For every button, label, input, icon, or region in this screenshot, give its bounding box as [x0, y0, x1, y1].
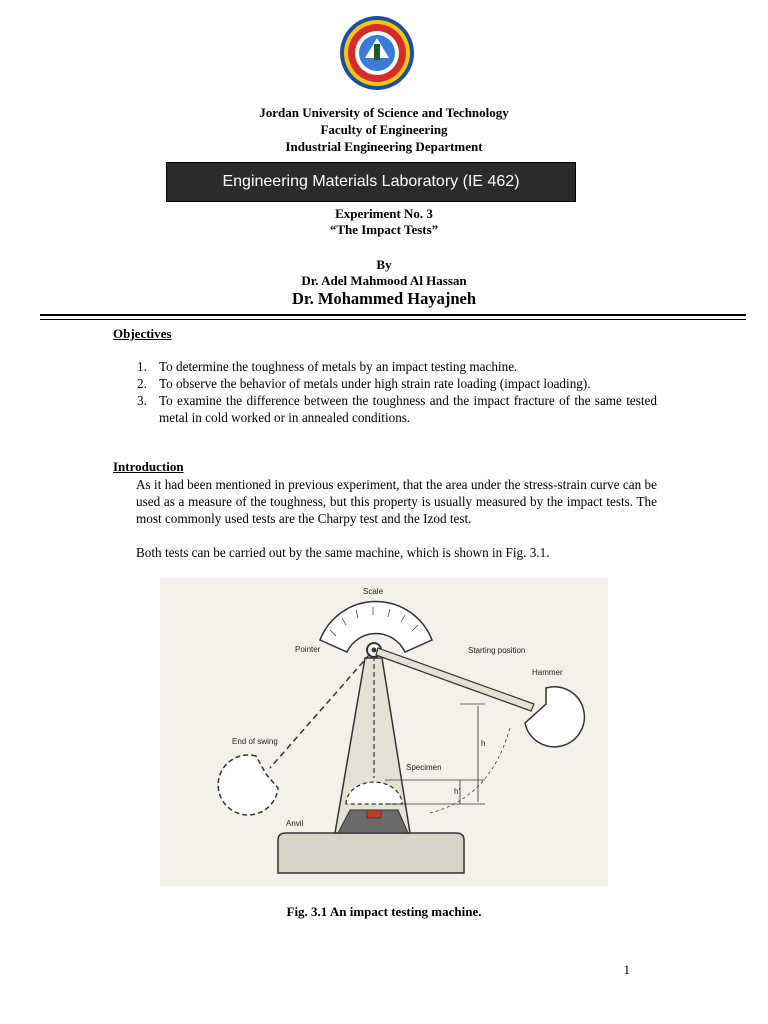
figure-label-h-prime: h': [454, 787, 460, 796]
introduction-paragraph-2: Both tests can be carried out by the same machine, which is shown in Fig. 3.1.: [136, 545, 550, 560]
list-item-number: 1.: [137, 359, 147, 374]
figure-label-starting-position: Starting position: [468, 646, 526, 655]
faculty-name: Faculty of Engineering: [320, 122, 448, 137]
header-divider-thick: [40, 314, 746, 316]
university-logo: [338, 14, 416, 92]
author-2: Dr. Mohammed Hayajneh: [291, 289, 477, 308]
objectives-heading: Objectives: [113, 326, 172, 341]
figure-label-h: h: [481, 739, 486, 748]
list-item-number: 2.: [137, 376, 147, 391]
department-name: Industrial Engineering Department: [285, 139, 483, 154]
list-item-text: To examine the difference between the toughness and the impact fracture of the same tested metal in cold worked or in annealed conditions.: [159, 393, 657, 425]
lab-title-banner: [166, 162, 576, 202]
lab-title: Engineering Materials Laboratory (IE 462): [222, 173, 520, 190]
figure-label-specimen: Specimen: [406, 763, 442, 772]
experiment-number: Experiment No. 3: [335, 206, 433, 221]
objectives-list: [113, 358, 657, 426]
list-item-text: To determine the toughness of metals by an impact testing machine.: [159, 359, 518, 374]
experiment-title: “The Impact Tests”: [329, 222, 439, 237]
figure-label-pointer: Pointer: [295, 645, 321, 654]
introduction-heading: Introduction: [113, 459, 184, 474]
list-item: [113, 392, 657, 426]
figure-label-anvil: Anvil: [286, 819, 304, 828]
university-name: Jordan University of Science and Technology: [259, 105, 509, 120]
impact-machine-figure: [160, 578, 608, 886]
figure-label-scale: Scale: [363, 587, 384, 596]
introduction-paragraph-1: As it had been mentioned in previous experiment, that the area under the stress-strain curve can be used as a measure of the toughness, but this property is usually measured by the impact tests. The most commonly used tests are the Charpy test and the Izod test.: [136, 477, 657, 526]
page-number: 1: [623, 962, 630, 977]
header-divider-thin: [40, 319, 746, 320]
list-item: [113, 375, 657, 392]
figure-label-hammer: Hammer: [532, 668, 563, 677]
figure-caption: Fig. 3.1 An impact testing machine.: [286, 904, 482, 919]
list-item-text: To observe the behavior of metals under high strain rate loading (impact loading).: [159, 376, 591, 391]
author-1: Dr. Adel Mahmood Al Hassan: [301, 273, 467, 288]
list-item: [113, 358, 657, 375]
list-item-number: 3.: [137, 393, 147, 408]
figure-label-end-of-swing: End of swing: [232, 737, 278, 746]
by-label: By: [376, 257, 392, 272]
